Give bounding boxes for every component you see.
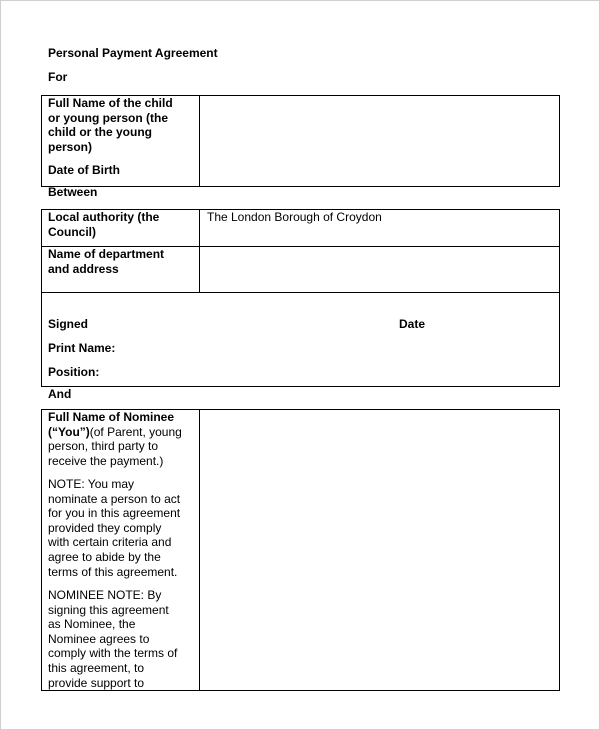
- nominee-note-line: signing this agreement: [48, 602, 169, 617]
- local-authority-label-line: Local authority (the: [48, 210, 160, 224]
- column-divider: [199, 209, 200, 293]
- nominee-note-line: provide support to: [48, 675, 145, 690]
- nominee-note-line: this agreement, to: [48, 661, 145, 675]
- document-title: Personal Payment Agreement: [48, 46, 218, 60]
- nominee-note-line: NOMINEE NOTE: By: [48, 588, 162, 602]
- note-line: nominate a person to act: [48, 491, 181, 506]
- note-line: terms of this agreement.: [48, 564, 178, 579]
- between-label: Between: [48, 185, 98, 199]
- nominee-heading-line: Full Name of Nominee: [48, 410, 175, 424]
- council-details-table: [41, 209, 560, 387]
- print-name-label: Print Name:: [48, 341, 116, 355]
- row-divider: [41, 292, 560, 293]
- nominee-you-label: (“You”): [48, 424, 90, 439]
- nominee-note-line: comply with the terms of: [48, 646, 178, 661]
- department-label-line: and address: [48, 261, 119, 276]
- note-line: agree to abide by the: [48, 550, 161, 564]
- local-authority-value: The London Borough of Croydon: [207, 210, 382, 224]
- date-label: Date: [399, 317, 426, 331]
- child-name-label-line: child or the young: [48, 125, 152, 140]
- note-line: provided they comply: [48, 520, 162, 535]
- local-authority-label-line: Council): [48, 224, 96, 239]
- and-label: And: [48, 387, 72, 401]
- position-label: Position:: [48, 365, 100, 379]
- note-line: with certain criteria and: [48, 535, 172, 550]
- nominee-heading-line: person, third party to: [48, 439, 159, 454]
- signed-label: Signed: [48, 317, 89, 331]
- nominee-heading-line: [48, 425, 182, 440]
- nominee-value-cell[interactable]: [201, 411, 557, 689]
- child-name-label-line: Full Name of the child: [48, 96, 173, 110]
- child-name-label-line: or young person (the: [48, 110, 168, 125]
- department-label-line: Name of department: [48, 247, 165, 261]
- for-label: For: [48, 70, 68, 84]
- child-name-value-cell[interactable]: [201, 97, 557, 185]
- nominee-note-line: as Nominee, the: [48, 617, 136, 632]
- nominee-note-line: Nominee agrees to: [48, 631, 150, 646]
- department-value-cell[interactable]: [201, 248, 557, 291]
- nominee-heading-rest: (of Parent, young: [89, 424, 182, 439]
- note-line: NOTE: You may: [48, 477, 135, 491]
- nominee-heading-line: receive the payment.): [48, 453, 164, 468]
- column-divider: [199, 95, 200, 187]
- column-divider: [199, 409, 200, 691]
- date-of-birth-label: Date of Birth: [48, 163, 120, 177]
- child-name-label-line: person): [48, 139, 93, 154]
- note-line: for you in this agreement: [48, 506, 181, 521]
